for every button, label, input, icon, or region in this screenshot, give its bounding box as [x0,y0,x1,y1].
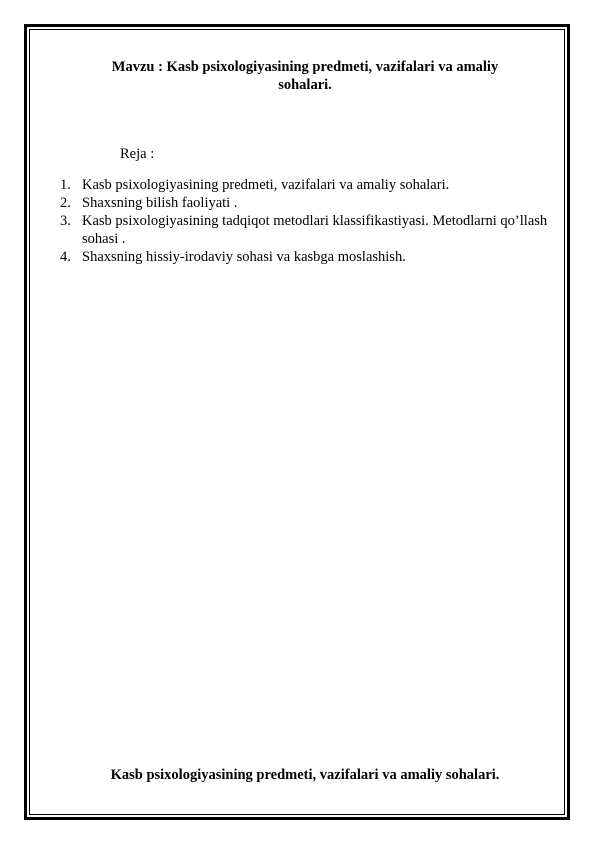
plan-item-number: 2. [60,195,71,211]
plan-item-number: 4. [60,249,71,265]
plan-item-text: Kasb psixologiyasining tadqiqot metodlari klassifikastiyasi. Metodlarni qo’llash sohasi . [82,213,548,247]
plan-list [60,176,550,266]
document-title [60,58,550,94]
title-line-2: sohalari. [278,77,332,93]
plan-item-text: Shaxsning bilish faoliyati . [82,195,238,211]
page-border-inner [29,29,565,815]
plan-item [60,194,550,212]
plan-item [60,176,550,194]
plan-item-number: 3. [60,213,71,229]
footer-title: Kasb psixologiyasining predmeti, vazifalari va amaliy sohalari. [110,767,500,783]
plan-item-text: Shaxsning hissiy-irodaviy sohasi va kasbga moslashish. [82,249,406,265]
plan-item [60,248,550,266]
title-line-1: Mavzu : Kasb psixologiyasining predmeti, vazifalari va amaliy [111,59,499,75]
plan-item-number: 1. [60,177,71,193]
plan-heading: Reja : [120,146,155,162]
plan-item-text: Kasb psixologiyasining predmeti, vazifalari va amaliy sohalari. [82,177,450,193]
plan-item [60,212,550,248]
